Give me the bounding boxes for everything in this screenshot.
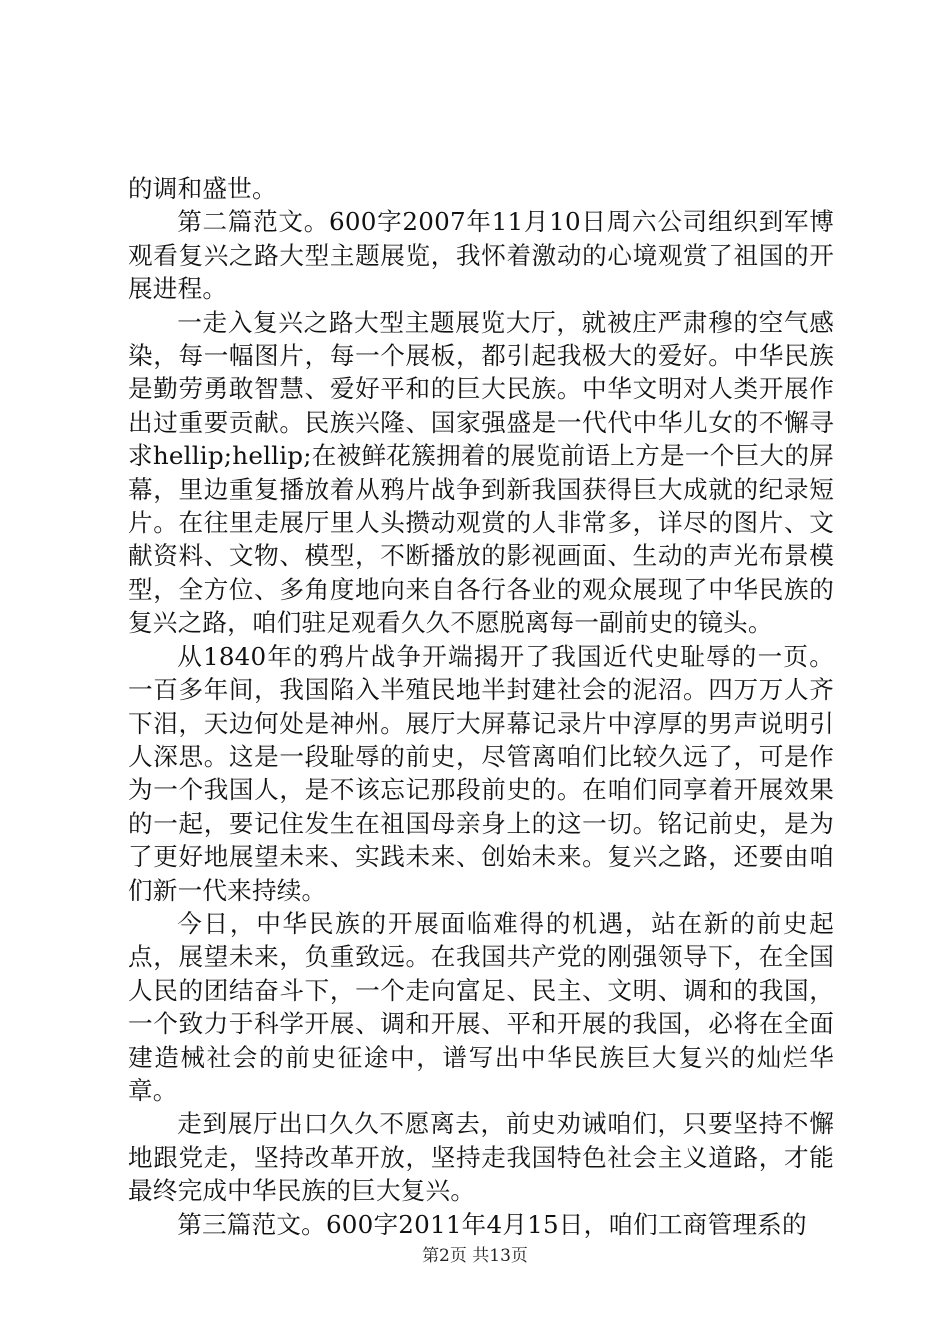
document-body <box>128 172 834 1241</box>
paragraph-today: 今日，中华民族的开展面临难得的机遇，站在新的前史起点，展望未来，负重致远。在我国共产党的刚强领导下，在全国人民的团结奋斗下，一个走向富足、民主、文明、调和的我国，一个致力于科学开展、调和开展、平和开展的我国，必将在全面建造械社会的前史征途中，谱写出中华民族巨大复兴的灿烂华章。 <box>128 908 834 1105</box>
paragraph-essay-2-intro: 第二篇范文。600字2007年11月10日周六公司组织到军博观看复兴之路大型主题展览，我怀着激动的心境观赏了祖国的开展进程。 <box>128 207 834 304</box>
paragraph-exit: 走到展厅出口久久不愿离去，前史劝诫咱们，只要坚持不懈地跟党走，坚持改革开放，坚持走我国特色社会主义道路，才能最终完成中华民族的巨大复兴。 <box>128 1109 834 1206</box>
page-number-footer: 第2页 共13页 <box>422 1246 528 1266</box>
paragraph-essay-3-intro: 第三篇范文。600字2011年4月15日，咱们工商管理系的 <box>177 1209 807 1239</box>
paragraph-continuation: 的调和盛世。 <box>128 174 277 203</box>
paragraph-exhibition-hall: 一走入复兴之路大型主题展览大厅，就被庄严肃穆的空气感染，每一幅图片，每一个展板，都引起我极大的爱好。中华民族是勤劳勇敢智慧、爱好平和的巨大民族。中华文明对人类开展作出过重要贡献。民族兴隆、国家强盛是一代代中华儿女的不懈寻求hellip;hellip;在被鲜花簇拥着的展览前语上方是一个巨大的屏幕，里边重复播放着从鸦片战争到新我国获得巨大成就的纪录短片。在往里走展厅里人头攒动观赏的人非常多，详尽的图片、文献资料、文物、模型，不断播放的影视画面、生动的声光布景模型，全方位、多角度地向来自各行各业的观众展现了中华民族的复兴之路，咱们驻足观看久久不愿脱离每一副前史的镜头。 <box>128 307 834 638</box>
paragraph-opium-war-history: 从1840年的鸦片战争开端揭开了我国近代史耻辱的一页。一百多年间，我国陷入半殖民地半封建社会的泥沼。四万万人齐下泪，天边何处是神州。展厅大屏幕记录片中淳厚的男声说明引人深思。这是一段耻辱的前史，尽管离咱们比较久远了，可是作为一个我国人，是不该忘记那段前史的。在咱们同享着开展效果的一起，要记住发生在祖国母亲身上的这一切。铭记前史，是为了更好地展望未来、实践未来、创始未来。复兴之路，还要由咱们新一代来持续。 <box>128 641 834 905</box>
